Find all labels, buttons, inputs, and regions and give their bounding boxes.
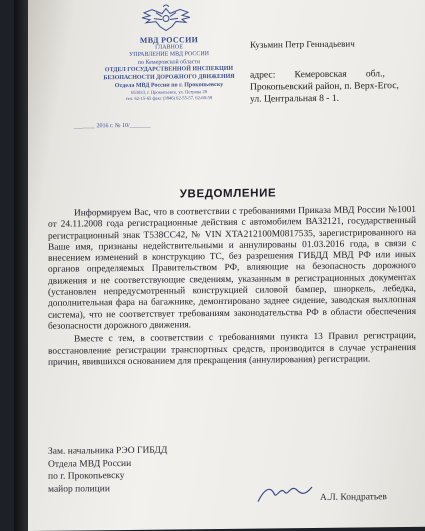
recipient-address xyxy=(250,68,420,106)
letterhead-phones: тел. 62-15-65 факс (3846) 62-55-57, 62-60-58 xyxy=(125,95,213,102)
address-line: ул. Центральная 8 - 1. xyxy=(250,92,340,105)
body-paragraph: Вместе с тем, в соответствии с требованиями пункта 13 Правил регистрации, восстановление регистрации транспортных средств, производится в случае устранения причин, явившихся основанием для прекращения (аннулирования) регистрации. xyxy=(48,331,416,368)
letterhead-address: 653033, г. Прокопьевск, ул. Петрова 28 xyxy=(131,89,207,96)
eagle-emblem-icon xyxy=(138,4,194,35)
letterhead-line: Отдела МВД России по г. Прокопьевску xyxy=(114,81,224,89)
handwritten-signature-icon xyxy=(254,479,318,510)
address-line: Прокопьевский район, п. Верх-Егос, xyxy=(250,80,399,93)
signer-city: по г. Прокопьевску xyxy=(48,470,125,482)
letterhead-line: ОТДЕЛ ГОСУДАРСТВЕННОЙ ИНСПЕКЦИИ xyxy=(104,66,234,74)
signer-name: А.Л. Кондратьев xyxy=(320,492,387,503)
date-number-line: _______ 2016 г. № 10/_______ xyxy=(74,122,151,130)
signer-rank: майор полиции xyxy=(48,483,110,495)
letterhead-line: по Кемеровской области xyxy=(137,58,201,66)
signature-block xyxy=(48,445,167,496)
signer-department: Отдела МВД России xyxy=(48,458,132,470)
org-title: МВД РОССИИ xyxy=(139,35,199,45)
body-paragraph: Информируем Вас, что в соответствии с требованиями Приказа МВД России №1001 от 24.11.2008 года регистрационные действия с автомобилем ВАЗ2121, государственный регистрационный знак Т538СС42, № VIN XTA212100M0817535, зарегистрированного на Ваше имя, признаны недействительными и аннулированы 01.03.2016 года, в связи с внесением изменений в конструкцию ТС, без разрешения ГИБДД МВД РФ или иных органов определяемых Правительством РФ, влияющие на безопасность дорожного движения и не соответствующие сведениям, указанным в регистрационных документах (установлен непредусмотренный конструкцией силовой бампер, шноркель, лебедка, дополнительная фара на багажнике, демонтировано заднее сидение, заводская выхлопная система), что не соответствует требованиям законодательства РФ в области обеспечения безопасности дорожного движения. xyxy=(48,204,416,332)
letterhead-line: ГЛАВНОЕ xyxy=(155,43,183,51)
document-page xyxy=(28,0,425,531)
letterhead-line: БЕЗОПАСНОСТИ ДОРОЖНОГО ДВИЖЕНИЯ xyxy=(103,73,235,82)
recipient-name: Кузьмин Петр Геннадьевич xyxy=(250,38,355,50)
document-body xyxy=(48,205,416,369)
letterhead-line: УПРАВЛЕНИЕ МВД РОССИИ xyxy=(128,51,209,59)
address-line: адрес: Кемеровская обл., xyxy=(250,68,385,81)
letterhead xyxy=(64,35,274,102)
document-title: УВЕДОМЛЕНИЕ xyxy=(179,187,277,201)
signer-position: Зам. начальника РЭО ГИБДД xyxy=(48,445,168,457)
